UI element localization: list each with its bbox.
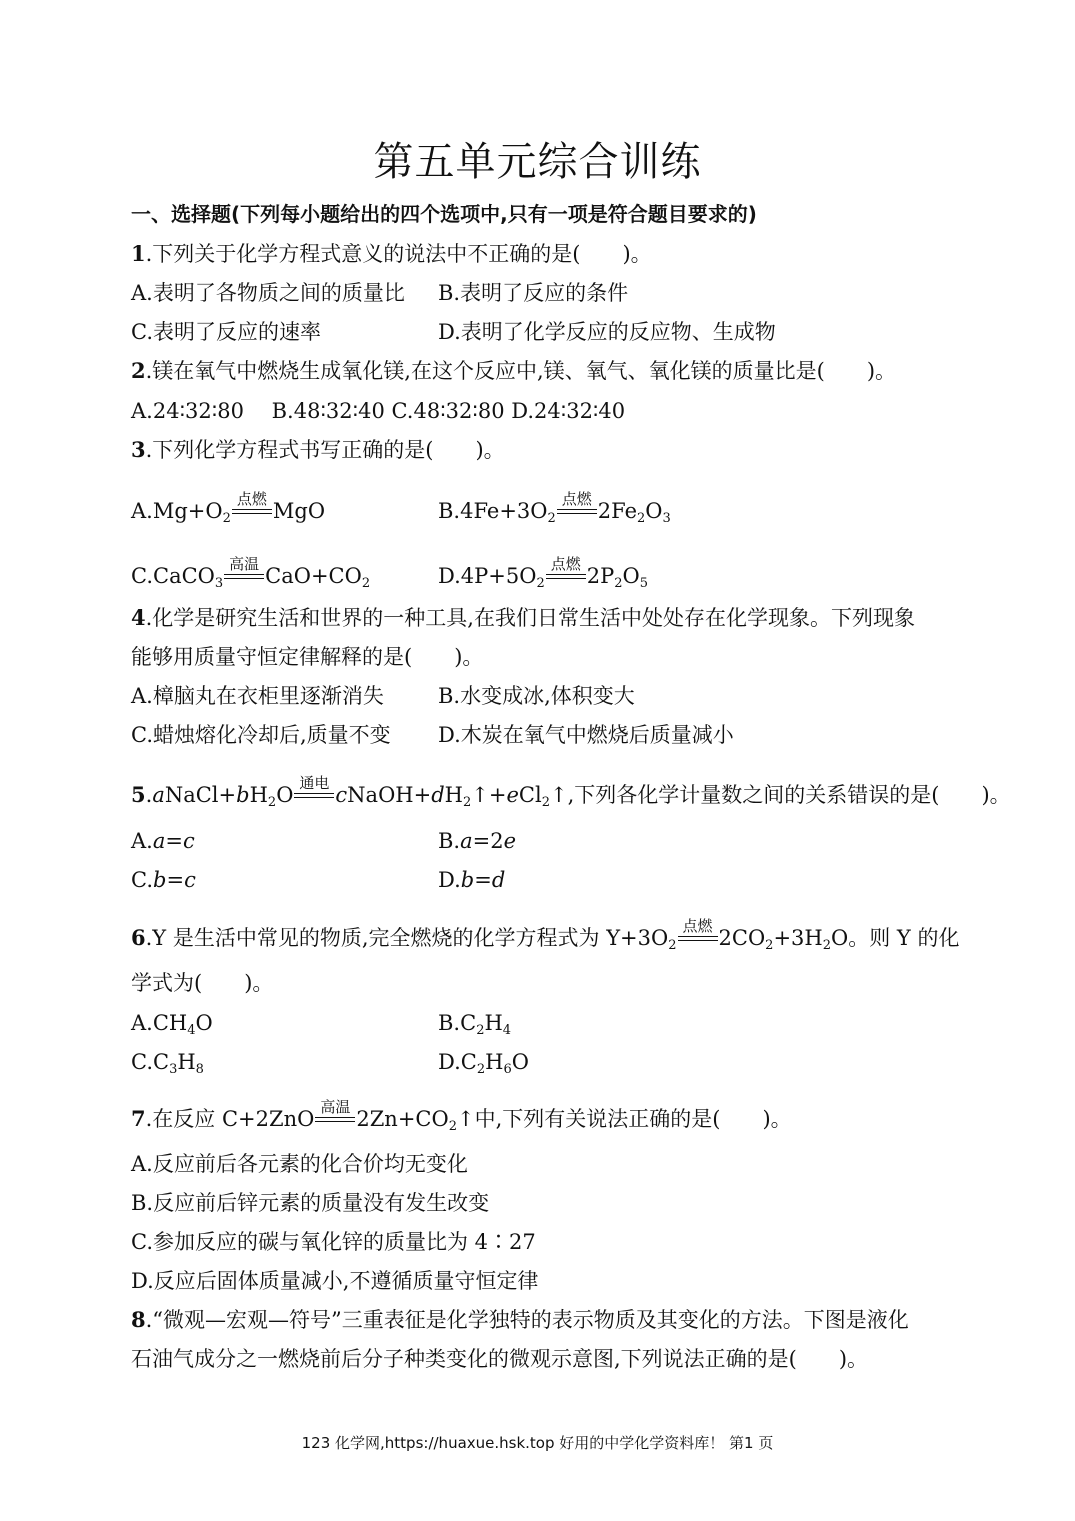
q6-option-a: $A.CH_4O$ bbox=[131, 1011, 213, 1038]
q1-option-a: A.表明了各物质之间的质量比 bbox=[131, 281, 405, 305]
q4-option-c: C.蜡烛熔化冷却后,质量不变 bbox=[131, 723, 391, 747]
question-8 bbox=[131, 1305, 909, 1335]
question-number: 7 bbox=[131, 1106, 146, 1131]
q2-options: A.24∶32∶80 B.48∶32∶40 C.48∶32∶80 D.24∶32∶40 bbox=[131, 399, 626, 423]
q7-option-b: B.反应前后锌元素的质量没有发生改变 bbox=[131, 1191, 490, 1215]
question-7: 7.在反应 C+2ZnO 高温 $2Zn+CO_2↑$中,下列有关说法正确的是( )。 bbox=[131, 1098, 792, 1134]
question-stem: .下列关于化学方程式意义的说法中不正确的是( )。 bbox=[145, 242, 652, 266]
q1-option-c: C.表明了反应的速率 bbox=[131, 320, 321, 344]
q6-option-b: $B.C_2H_4$ bbox=[438, 1011, 512, 1038]
question-1 bbox=[131, 239, 652, 269]
question-stem: .化学是研究生活和世界的一种工具,在我们日常生活中处处存在化学现象。下列现象 bbox=[145, 606, 915, 630]
question-4-cont: 能够用质量守恒定律解释的是( )。 bbox=[131, 645, 484, 669]
q4-option-d: D.木炭在氧气中燃烧后质量减小 bbox=[438, 723, 734, 747]
question-stem: .Y 是生活中常见的物质,完全燃烧的化学方程式为 Y+3O bbox=[145, 926, 669, 950]
question-stem: ,下列各化学计量数之间的关系错误的是( )。 bbox=[567, 783, 1011, 807]
question-stem: .下列化学方程式书写正确的是( )。 bbox=[145, 438, 505, 462]
question-stem: .“微观—宏观—符号”三重表征是化学独特的表示物质及其变化的方法。下图是液化 bbox=[145, 1308, 909, 1332]
question-6-cont: 学式为( )。 bbox=[131, 971, 274, 995]
question-number: 8 bbox=[131, 1307, 146, 1332]
q7-option-a: A.反应前后各元素的化合价均无变化 bbox=[131, 1152, 468, 1176]
q5-option-b: B.a=2e bbox=[438, 829, 517, 853]
question-stem: 中,下列有关说法正确的是( )。 bbox=[474, 1107, 792, 1131]
reaction-condition: 通电 bbox=[293, 796, 335, 797]
page-title: 第五单元综合训练 bbox=[373, 139, 702, 185]
q5-option-a: A.a=c bbox=[131, 829, 195, 853]
q1-option-b: B.表明了反应的条件 bbox=[438, 281, 629, 305]
q5-option-d: D.b=d bbox=[438, 868, 506, 892]
q3-option-b: $B.4Fe+3O_2$ 点燃 $2Fe_2O_3$ bbox=[438, 490, 671, 526]
question-number: 1 bbox=[131, 241, 146, 266]
question-number: 4 bbox=[131, 605, 146, 630]
question-stem: .镁在氧气中燃烧生成氧化镁,在这个反应中,镁、氧气、氧化镁的质量比是( )。 bbox=[145, 359, 897, 383]
q7-option-d: D.反应后固体质量减小,不遵循质量守恒定律 bbox=[131, 1269, 539, 1293]
question-3 bbox=[131, 435, 505, 465]
question-5: $5.aNaCl+bH_2O$ 通电 $cNaOH+dH_2↑+eCl_2↑$,下列各化学计量数之间的关系错误的是( )。 bbox=[131, 774, 1011, 810]
q5-option-c: C.b=c bbox=[131, 868, 196, 892]
q3-option-c: C.CaCO$_3$ 高温 $CaO+CO_2$ bbox=[131, 555, 371, 591]
reaction-condition: 点燃 bbox=[677, 939, 719, 940]
reaction-condition: 点燃 bbox=[231, 512, 273, 513]
question-8-cont: 石油气成分之一燃烧前后分子种类变化的微观示意图,下列说法正确的是( )。 bbox=[131, 1347, 869, 1371]
q1-option-d: D.表明了化学反应的反应物、生成物 bbox=[438, 320, 776, 344]
reaction-condition: 高温 bbox=[223, 577, 265, 578]
reaction-condition: 点燃 bbox=[556, 512, 598, 513]
section-heading: 一、选择题(下列每小题给出的四个选项中,只有一项是符合题目要求的) bbox=[131, 202, 757, 226]
page-footer: 123 化学网,https://huaxue.hsk.top 好用的中学化学资料库！ 第1 页 bbox=[301, 1434, 774, 1452]
q3-option-d: $D.4P+5O_2$ 点燃 $2P_2O_5$ bbox=[438, 555, 648, 591]
q7-option-c: C.参加反应的碳与氧化锌的质量比为 4∶27 bbox=[131, 1230, 536, 1254]
reaction-condition: 高温 bbox=[314, 1120, 356, 1121]
q6-option-c: $C.C_3H_8$ bbox=[131, 1050, 204, 1077]
q4-option-b: B.水变成冰,体积变大 bbox=[438, 684, 635, 708]
question-number: 2 bbox=[131, 358, 146, 383]
question-number: 6 bbox=[131, 925, 146, 950]
question-6: 6.Y 是生活中常见的物质,完全燃烧的化学方程式为 $Y+3O_2$ 点燃 $2CO_2+3H_2O$。则 Y 的化 bbox=[131, 917, 960, 953]
question-2 bbox=[131, 356, 896, 386]
question-number: 5 bbox=[131, 782, 146, 807]
q4-option-a: A.樟脑丸在衣柜里逐渐消失 bbox=[131, 684, 384, 708]
reaction-condition: 点燃 bbox=[545, 577, 587, 578]
question-4 bbox=[131, 603, 915, 633]
q6-option-d: $D.C_2H_6O$ bbox=[438, 1050, 529, 1077]
question-number: 3 bbox=[131, 437, 146, 462]
q3-option-a: $A.Mg+O_2$ 点燃 MgO bbox=[131, 490, 326, 526]
